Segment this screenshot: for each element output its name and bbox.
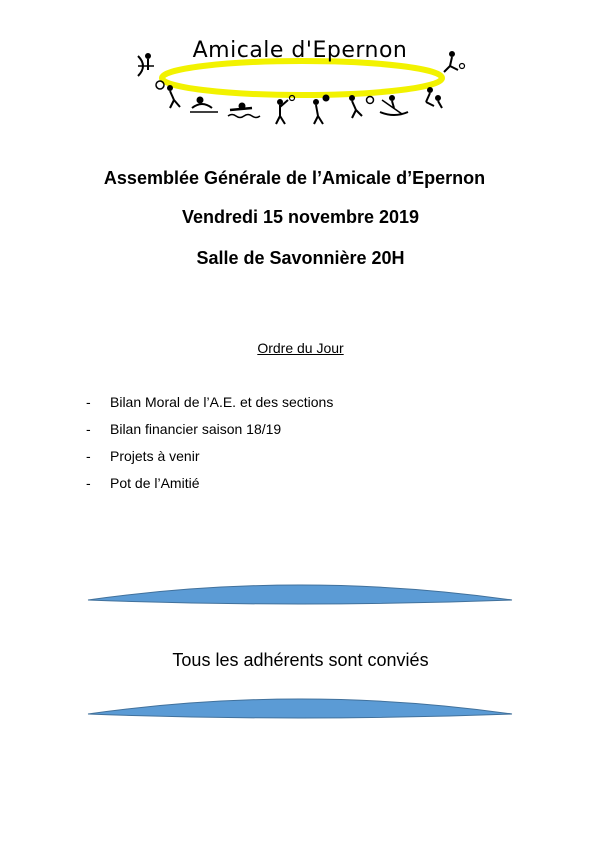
agenda-title: Ordre du Jour — [257, 340, 344, 356]
agenda-item — [86, 448, 333, 475]
top-lens-shape — [86, 578, 514, 614]
agenda-item — [86, 421, 333, 448]
agenda-item-label: Pot de l’Amitié — [110, 475, 200, 491]
agenda-item — [86, 475, 333, 502]
logo-ring — [162, 61, 442, 95]
bullet-dash: - — [86, 448, 91, 464]
volleyball-icon — [276, 96, 295, 125]
event-date: Vendredi 15 novembre 2019 — [181, 207, 420, 227]
boules-icon — [350, 96, 374, 119]
bottom-lens-shape — [86, 690, 514, 726]
agenda-list — [86, 394, 333, 502]
invitation-text: Tous les adhérents sont conviés — [172, 650, 429, 670]
agenda-item-label: Bilan Moral de l’A.E. et des sections — [110, 394, 334, 410]
club-logo — [130, 36, 470, 128]
bullet-dash: - — [86, 421, 91, 437]
agenda-item-label: Bilan financier saison 18/19 — [110, 421, 282, 437]
basketball-icon — [314, 95, 330, 124]
judo-icon — [426, 88, 442, 109]
event-location: Salle de Savonnière 20H — [196, 248, 405, 268]
swimming-icon — [228, 103, 260, 118]
kayak-icon — [380, 96, 408, 116]
agenda-item — [86, 394, 333, 421]
bullet-dash: - — [86, 394, 91, 410]
bullet-dash: - — [86, 475, 91, 491]
water-polo-icon — [190, 97, 218, 112]
assembly-title: Assemblée Générale de l’Amicale d’Epernon — [103, 168, 486, 188]
agenda-item-label: Projets à venir — [110, 448, 200, 464]
logo-title: Amicale d'Epernon — [192, 38, 408, 63]
